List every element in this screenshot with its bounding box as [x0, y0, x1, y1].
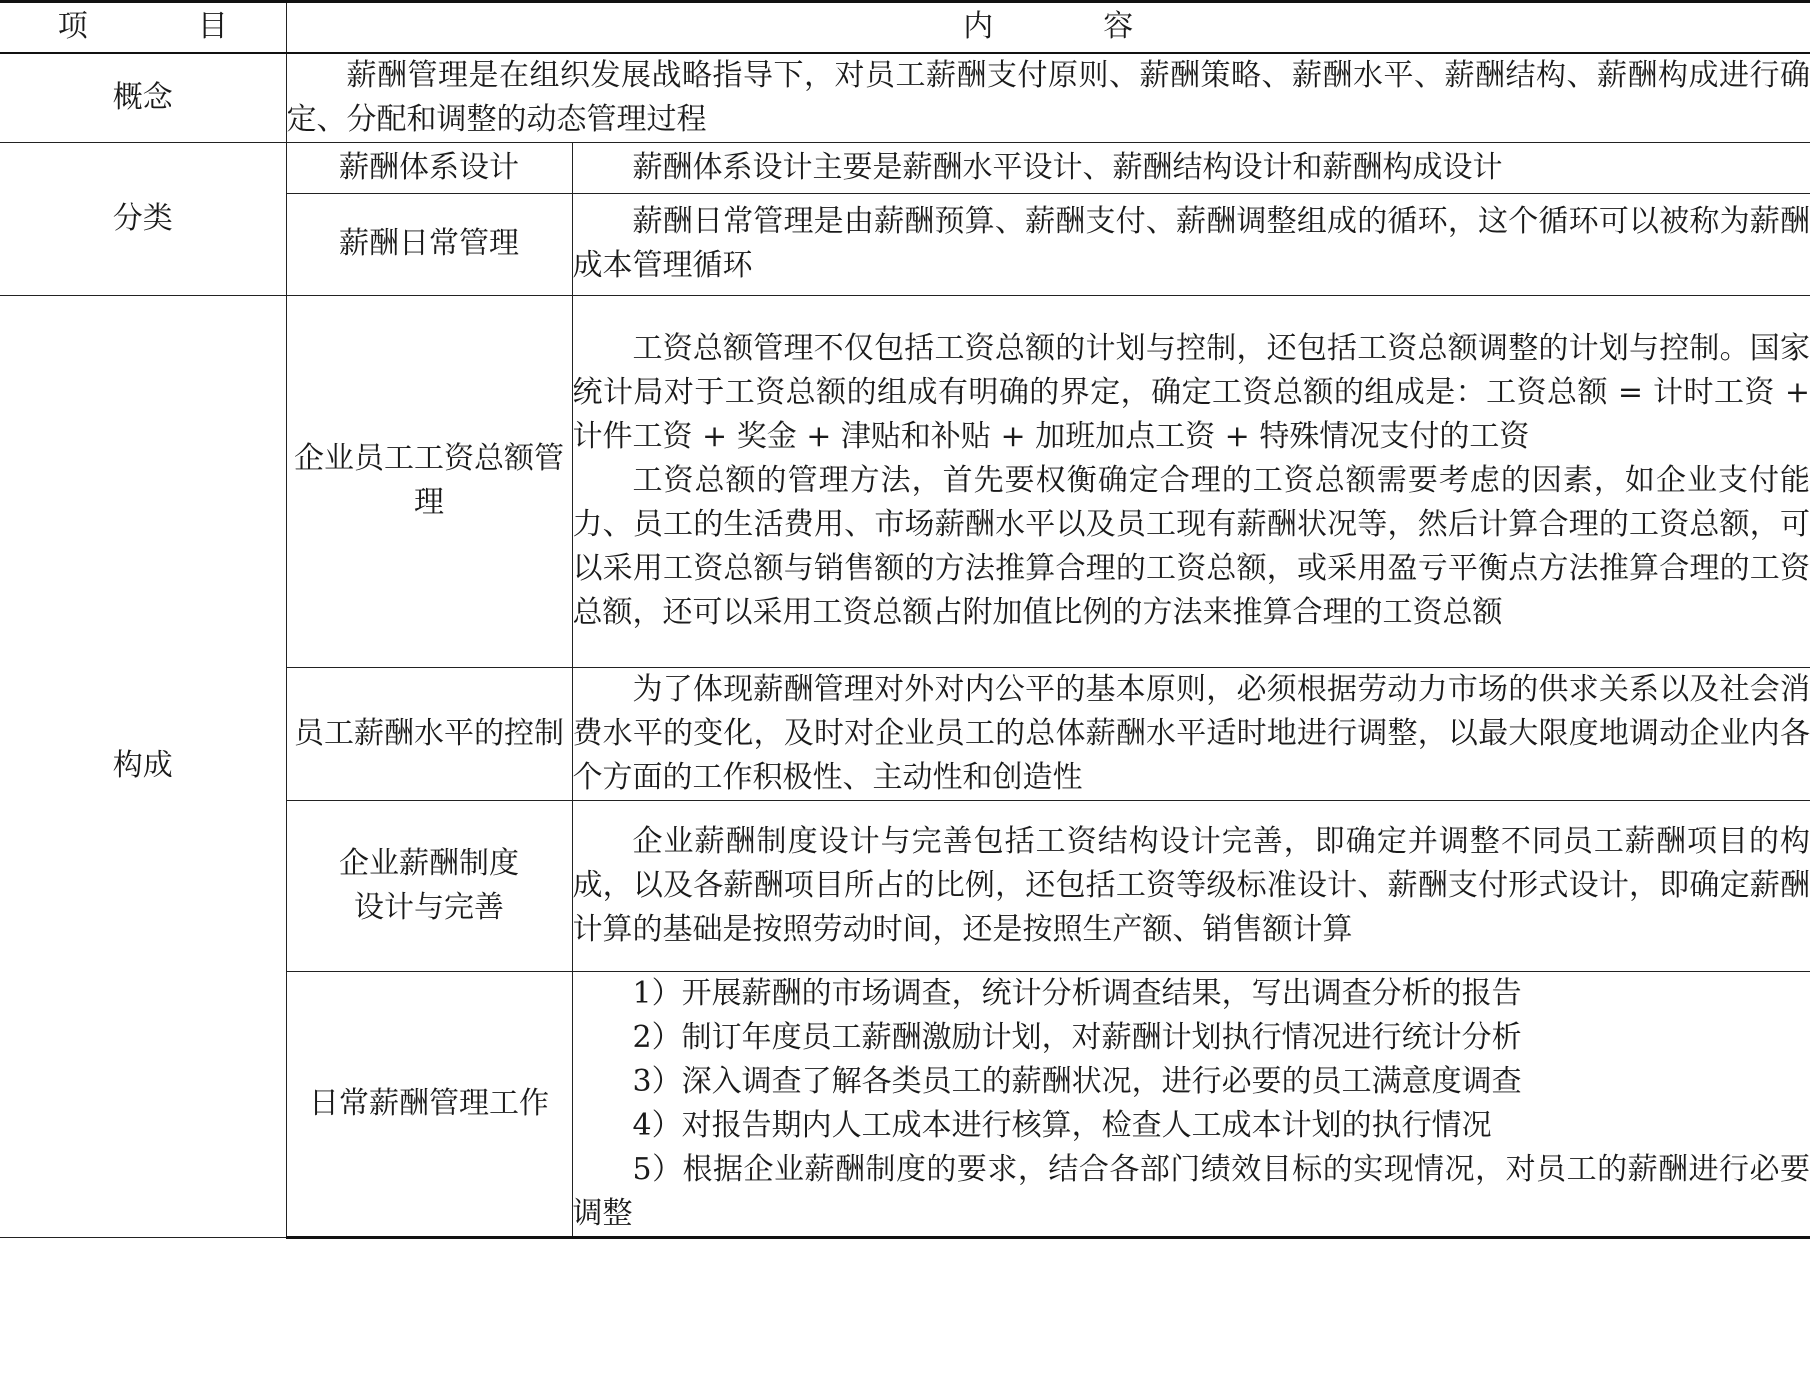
composition-item-name-line: 企业薪酬制度: [339, 845, 519, 881]
composition-item-name: 日常薪酬管理工作: [286, 971, 572, 1237]
list-item: 2）制订年度员工薪酬激励计划，对薪酬计划执行情况进行统计分析: [632, 1019, 1522, 1055]
list-item: 1）开展薪酬的市场调查，统计分析调查结果，写出调查分析的报告: [632, 975, 1522, 1011]
header-item-cell: [0, 2, 286, 53]
classification-item-text-cell: [572, 193, 1810, 295]
composition-label: 构成: [0, 295, 286, 1237]
classification-item-name: 薪酬日常管理: [286, 193, 572, 295]
composition-item-name: 企业员工工资总额管理: [286, 295, 572, 667]
concept-text: 薪酬管理是在组织发展战略指导下，对员工薪酬支付原则、薪酬策略、薪酬水平、薪酬结构、薪酬构成进行确定、分配和调整的动态管理过程: [286, 57, 1810, 137]
classification-row-1: [0, 142, 1810, 193]
composition-paragraph: 工资总额的管理方法，首先要权衡确定合理的工资总额需要考虑的因素，如企业支付能力、员工的生活费用、市场薪酬水平以及员工现有薪酬状况等，然后计算合理的工资总额，可以采用工资总额与销售额的方法推算合理的工资总额，或采用盈亏平衡点方法推算合理的工资总额，还可以采用工资总额占附加值比例的方法来推算合理的工资总额: [572, 463, 1810, 630]
classification-item-name: 薪酬体系设计: [286, 142, 572, 193]
header-content-cell: [286, 2, 1810, 53]
classification-item-text: 薪酬体系设计主要是薪酬水平设计、薪酬结构设计和薪酬构成设计: [632, 149, 1503, 185]
classification-item-text-cell: [572, 142, 1810, 193]
composition-item-text: 企业薪酬制度设计与完善包括工资结构设计完善，即确定并调整不同员工薪酬项目的构成，以及各薪酬项目所占的比例，还包括工资等级标准设计、薪酬支付形式设计，即确定薪酬计算的基础是按照劳动时间，还是按照生产额、销售额计算: [572, 823, 1810, 947]
composition-item-text-cell: [572, 295, 1810, 667]
header-content: 内 容: [963, 9, 1174, 45]
list-item: 3）深入调查了解各类员工的薪酬状况，进行必要的员工满意度调查: [632, 1063, 1522, 1099]
concept-text-cell: [286, 53, 1810, 143]
list-item: 5）根据企业薪酬制度的要求，结合各部门绩效目标的实现情况，对员工的薪酬进行必要调整: [572, 1151, 1810, 1231]
header-row: [0, 2, 1810, 53]
composition-item-text-cell: [572, 667, 1810, 800]
concept-row: [0, 53, 1810, 143]
composition-list-cell: [572, 971, 1810, 1237]
concept-label: 概念: [0, 53, 286, 143]
classification-item-text: 薪酬日常管理是由薪酬预算、薪酬支付、薪酬调整组成的循环，这个循环可以被称为薪酬成本管理循环: [572, 204, 1810, 283]
composition-paragraph: 工资总额管理不仅包括工资总额的计划与控制，还包括工资总额调整的计划与控制。国家统计局对于工资总额的组成有明确的界定，确定工资总额的组成是：工资总额 = 计时工资 + 计件工资 + 奖金 + 津贴和补贴 + 加班加点工资 + 特殊情况支付的工资: [572, 331, 1810, 454]
composition-item-name-cell: [286, 800, 572, 971]
composition-item-name: 员工薪酬水平的控制: [286, 667, 572, 800]
classification-label: 分类: [0, 142, 286, 295]
composition-item-name-line: 设计与完善: [354, 889, 504, 925]
composition-item-text: 为了体现薪酬管理对外对内公平的基本原则，必须根据劳动力市场的供求关系以及社会消费水平的变化，及时对企业员工的总体薪酬水平适时地进行调整，以最大限度地调动企业内各个方面的工作积极性、主动性和创造性: [572, 671, 1810, 795]
header-item: 项 目: [57, 9, 268, 45]
composition-item-text-cell: [572, 800, 1810, 971]
list-item: 4）对报告期内人工成本进行核算，检查人工成本计划的执行情况: [632, 1107, 1492, 1143]
composition-row-1: [0, 295, 1810, 667]
